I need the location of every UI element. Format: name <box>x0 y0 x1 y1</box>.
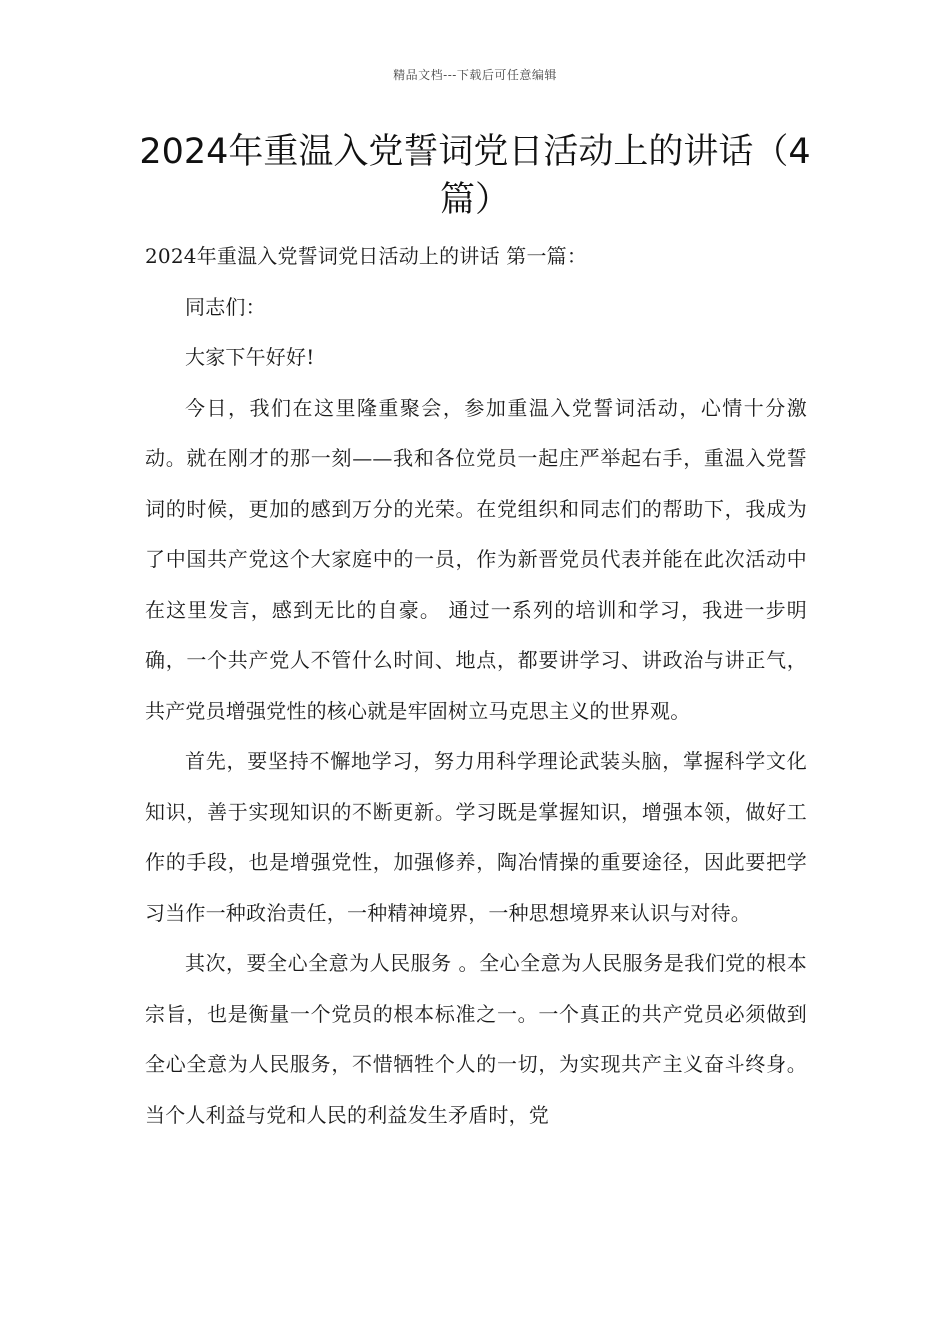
document-body <box>145 231 807 1140</box>
document-title: 2024年重温入党誓词党日活动上的讲话（4篇） <box>139 132 811 220</box>
salutation: 同志们： <box>185 294 266 319</box>
greeting: 大家下午好好! <box>185 345 315 369</box>
paragraph-first-point: 首先，要坚持不懈地学习，努力用科学理论武装头脑，掌握科学文化知识，善于实现知识的不断更新。学习既是掌握知识，增强本领，做好工作的手段，也是增强党性，加强修养，陶冶情操的重要途径，因此要把学习当作一种政治责任，一种精神境界，一种思想境界来认识与对待。 <box>145 749 807 925</box>
page-header: 精品文档---下载后可任意编辑 <box>393 68 557 82</box>
section-subheading: 2024年重温入党誓词党日活动上的讲话 第一篇： <box>145 244 588 268</box>
paragraph-second-point: 其次，要全心全意为人民服务 。全心全意为人民服务是我们党的根本宗旨，也是衡量一个党员的根本标准之一。一个真正的共产党员必须做到全心全意为人民服务，不惜牺牲个人的一切，为实现共产主义奋斗终身。当个人利益与党和人民的利益发生矛盾时，党 <box>145 951 807 1127</box>
paragraph-intro: 今日，我们在这里隆重聚会，参加重温入党誓词活动，心情十分激动。就在刚才的那一刻——我和各位党员一起庄严举起右手，重温入党誓词的时候，更加的感到万分的光荣。在党组织和同志们的帮助下，我成为了中国共产党这个大家庭中的一员，作为新晋党员代表并能在此次活动中在这里发言，感到无比的自豪。 通过一系列的培训和学习，我进一步明确，一个共产党人不管什么时间、地点，都要讲学习、讲政治与讲正气，共产党员增强党性的核心就是牢固树立马克思主义的世界观。 <box>145 395 807 723</box>
